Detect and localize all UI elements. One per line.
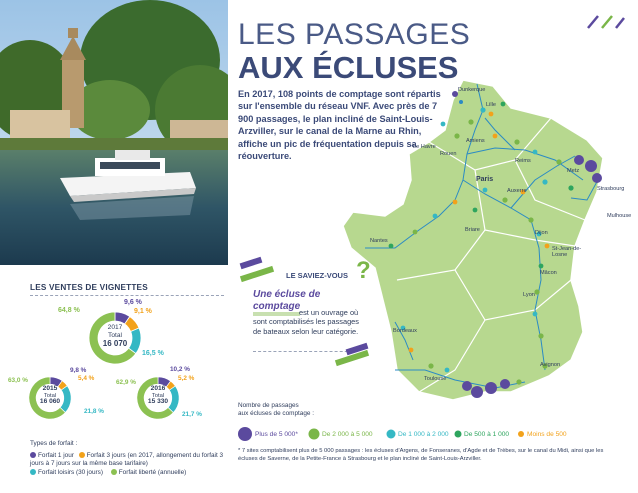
pct-label-2016-liberte: 62,9 %: [116, 379, 136, 386]
passages-legend-title-line1: Nombre de passages: [238, 402, 299, 409]
passages-legend-title-line2: aux écluses de comptage :: [238, 410, 315, 417]
donut-year: 2016: [150, 385, 166, 392]
pct-label-2016-loisirs: 21,7 %: [182, 411, 202, 418]
pct-label-2015-loisirs: 21,8 %: [84, 408, 104, 415]
city-label-bordeaux: Bordeaux: [393, 328, 417, 334]
forfait-types-title: Types de forfait :: [30, 440, 78, 447]
legend-label: Forfait loisirs (30 jours): [38, 469, 103, 476]
pct-label-2016-3jours: 5,2 %: [178, 375, 195, 382]
saviez-vous-text: [253, 308, 363, 336]
city-label-nantes: Nantes: [370, 238, 388, 244]
pct-label-2015-1jour: 9,8 %: [70, 367, 87, 374]
city-label-dunkerque: Dunkerque: [458, 87, 486, 93]
intro-text: En 2017, 108 points de comptage sont répartis sur l'ensemble du réseau VNF. Avec près de 7 900 passages, le plan incliné de Saint-Louis-Arzviller, sur le canal de la Marne au Rhin, affiche un pic de fréquentation depuis sa réouverture.: [238, 89, 441, 162]
legend-label: Forfait 3 jours (en 2017, allongement du forfait 3 jours à 7 jours sur la même base tarifaire): [30, 452, 224, 467]
donut-year: 2017: [107, 324, 123, 331]
city-label-metz: Metz: [567, 168, 580, 174]
city-label-paris: Paris: [476, 176, 494, 183]
pct-label-2015-liberte: 63,0 %: [8, 377, 28, 384]
legend-moins-500: Moins de 500: [527, 431, 567, 438]
city-label-le-havre: Le Havre: [413, 144, 436, 150]
question-mark-icon: ?: [356, 257, 371, 284]
legend-label: Forfait liberté (annuelle): [118, 469, 187, 476]
city-label-mulhouse: Mulhouse: [607, 213, 632, 219]
pct-label-2016-1jour: 10,2 %: [170, 366, 190, 373]
donut-total: 16 070: [102, 339, 128, 348]
city-label-strasbourg: Strasbourg: [597, 186, 625, 192]
city-label-dijon: Dijon: [535, 230, 548, 236]
legend-500-1000: De 500 à 1 000: [464, 431, 510, 438]
city-label-amiens: Amiens: [466, 138, 485, 144]
saviez-vous-heading: LE SAVIEZ-VOUS: [286, 271, 348, 280]
city-label-rouen: Rouen: [440, 151, 457, 157]
donut-total-label: Total: [108, 332, 122, 339]
passages-size-legend: [238, 423, 638, 443]
legend-dot: [30, 452, 36, 458]
legend-dot: [30, 469, 36, 475]
footnote: * 7 sites comptabilisent plus de 5 000 passages : les écluses d'Argens, de Fonseranes, d'Agde et de Trèbes, sur le canal du Midi, ainsi que les écluses de Saverne, de la Petite-France à Strasbourg et le plan incliné de Saint-Louis-Arzviller.: [238, 448, 604, 462]
decorative-bar: [240, 266, 274, 282]
donut-total-label: Total: [151, 392, 165, 399]
city-label-auxerre: Auxerre: [507, 188, 527, 194]
city-label-briare: Briare: [465, 227, 480, 233]
legend-forfait-1-3-jours: [30, 452, 230, 468]
city-label-lyon: Lyon: [523, 292, 535, 298]
legend-plus-5000: Plus de 5 000*: [255, 431, 298, 438]
divider: [30, 295, 224, 296]
city-label-avignon: Avignon: [540, 362, 561, 368]
pct-label-2017-loisirs: 16,5 %: [142, 350, 164, 357]
passages-legend-title: [238, 402, 378, 418]
pct-label-2015-3jours: 5,4 %: [78, 375, 95, 382]
saviez-title-line2: comptage: [253, 300, 301, 312]
city-label-lille: Lille: [486, 102, 496, 108]
legend-dot: [111, 469, 117, 475]
city-label-reims: Reims: [515, 158, 531, 164]
donut-center-2016: [138, 386, 178, 406]
saviez-title-line1: Une écluse de: [253, 289, 321, 300]
page-title-line2: AUX ÉCLUSES: [238, 50, 459, 85]
city-label-toulouse: Toulouse: [424, 376, 447, 382]
donut-total: 15 330: [147, 398, 169, 406]
legend-label: Forfait 1 jour: [38, 452, 74, 459]
pct-label-2017-liberte: 64,8 %: [58, 307, 80, 314]
city-label-st-jean-de-losne: St-Jean-de-Losne: [552, 246, 582, 259]
decorative-bar: [240, 257, 263, 270]
page-title-line1: LES PASSAGES: [238, 18, 471, 51]
pct-label-2017-3jours: 9,1 %: [134, 308, 152, 315]
pct-label-2017-1jour: 9,6 %: [124, 299, 142, 306]
city-label-macon: Mâcon: [540, 270, 557, 276]
donut-year: 2015: [42, 385, 58, 392]
donut-center-2017: [95, 324, 135, 348]
ventes-title: LES VENTES DE VIGNETTES: [30, 283, 148, 292]
decorative-strokes-icon: [586, 14, 626, 30]
divider: [253, 351, 358, 352]
legend-2000-5000: De 2 000 à 5 000: [322, 431, 373, 438]
donut-total: 16 060: [39, 398, 61, 406]
saviez-text: est un ouvrage où sont comptabilisés les passages de bateaux selon leur catégorie.: [253, 308, 359, 336]
legend-1000-2000: De 1 000 à 2 000: [398, 431, 449, 438]
legend-dot: [79, 452, 85, 458]
donut-center-2015: [30, 386, 70, 406]
legend-forfait-loisirs-liberte: [30, 469, 186, 476]
canal-boat-photo: [0, 0, 228, 265]
donut-total-label: Total: [43, 392, 57, 399]
